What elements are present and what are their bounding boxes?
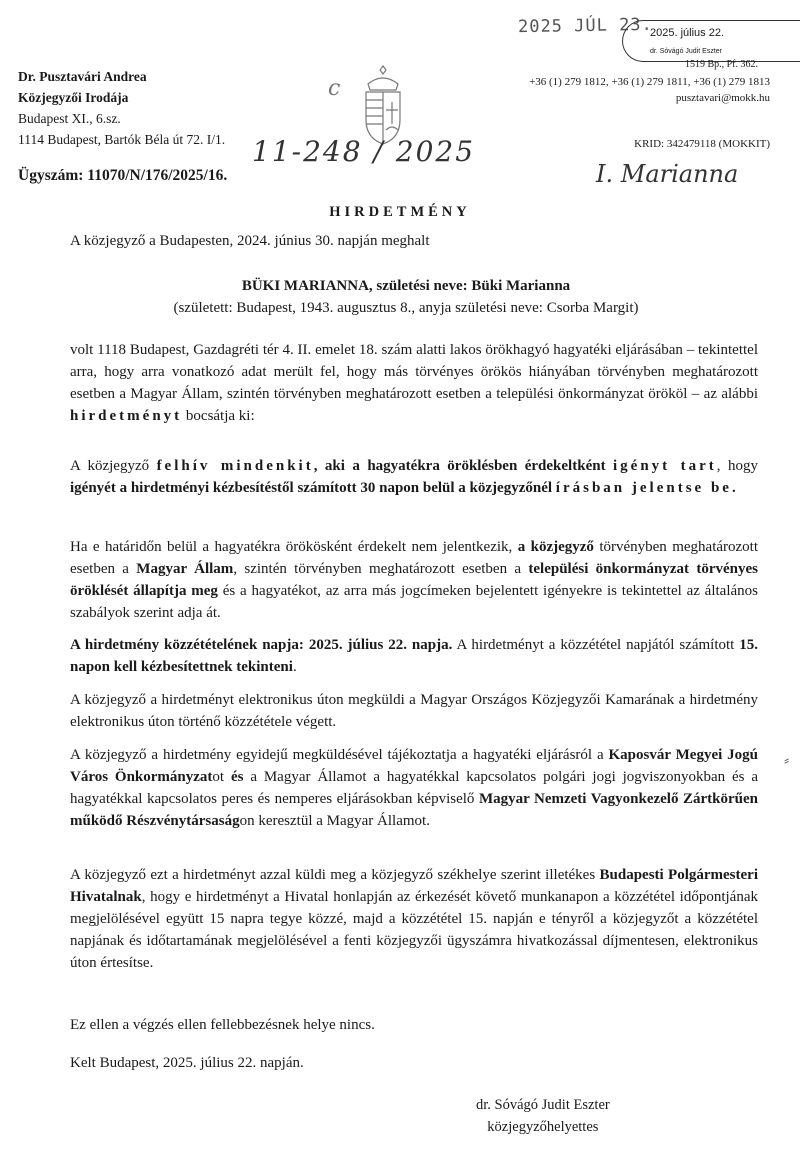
handwritten-mark: c (328, 76, 341, 101)
header-fragment: 1519 Bp., Pf. 362. (684, 59, 758, 70)
notary-bureau: Közjegyzői Irodája (18, 90, 129, 105)
paragraph-notification: A közjegyző a hirdetmény egyidejű megküldésével tájékoztatja a hagyatéki eljárásról a Kaposvár Megyei Jogú Város Önkormányzatot és a Magyar Államot a hagyatékkal kapcsolatos polgári jogi jogviszonyokban és a hagyatékkal kapcsolatos peres és nemperes eljárásokban képviselő Magyar Nemzeti Vagyonkezelő Zártkörűen működő Részvénytársaságon keresztül a Magyar Államot. (70, 747, 758, 829)
paragraph-electronic-delivery: A közjegyző a hirdetményt elektronikus úton megküldi a Magyar Országos Közjegyzői Kamarának a hirdetmény elektronikus úton történő közzététele végett. (70, 692, 758, 730)
deceased-details: (született: Budapest, 1943. augusztus 8., anyja születési neve: Csorba Margit) (173, 300, 639, 316)
received-date-stamp: 2025 JÚL 23. (517, 14, 653, 38)
contact-phones: +36 (1) 279 1812, +36 (1) 279 1811, +36 (1) 279 1813 (529, 76, 770, 88)
notary-district: Budapest XI., 6.sz. (18, 111, 121, 126)
handwritten-name: I. Marianna (596, 160, 739, 188)
signatory-role: közjegyzőhelyettes (487, 1119, 599, 1135)
paragraph-call-for-claims: A közjegyző felhív mindenkit, aki a hagyatékra öröklésben érdekeltként igényt tart, hogy igényét a hirdetményi kézbesítéstől számított 30 napon belül a közjegyzőnél írásban jelentse be. (70, 458, 759, 496)
krid-label: KRID: 342479118 (MOKKIT) (634, 138, 770, 150)
margin-mark: ⸗ (784, 752, 790, 769)
emphasis-hirdetmenyt: hirdetményt (70, 408, 183, 424)
paragraph-estate-proceedings: volt 1118 Budapest, Gazdagréti tér 4. II. emelet 18. szám alatti lakos örökhagyó hagyatéki eljárásában – tekintettel arra, hogy arra vonatkozó adat merült fel, hogy más törvényes örökös hiányában törvényben meghatározott esetben a Magyar Állam, szintén törvényben meghatározott esetben a települési önkormányzat örököl – az alábbi hirdetményt bocsátja ki: (70, 342, 758, 424)
case-number: Ügyszám: 11070/N/176/2025/16. (18, 167, 228, 184)
document-title: HIRDETMÉNY (329, 204, 471, 220)
paragraph-publication-date: A hirdetmény közzétételének napja: 2025. július 22. napja. A hirdetményt a közzététel napjától számított 15. napon kell kézbesítettnek tekinteni. (70, 637, 758, 675)
paragraph-municipal-office: A közjegyző ezt a hirdetményt azzal küldi meg a közjegyző székhelye szerint illetékes Budapesti Polgármesteri Hivatalnak, hogy e hirdetményt a Hivatal honlapján az érkezését követő munkanapon a közzététel időpontjának megjelölésével együtt 15 napra tegye közzé, majd a közzététel 15. napján e tényről a közjegyzőt a közzététel napjának és időtartamának megjelölésével a fenti közjegyzői ügyszámra hivatkozással díjmentesen, elektronikus úton értesítse. (70, 867, 758, 971)
contact-email: pusztavari@mokk.hu (675, 92, 770, 104)
paragraph-dated: Kelt Budapest, 2025. július 22. napján. (70, 1055, 304, 1071)
receipt-stamp-signer: dr. Sóvágó Judit Eszter (650, 48, 722, 55)
notary-address: 1114 Budapest, Bartók Béla út 72. I/1. (18, 132, 226, 147)
signatory-name: dr. Sóvágó Judit Eszter (476, 1097, 610, 1113)
paragraph-no-appeal: Ez ellen a végzés ellen fellebbezésnek helye nincs. (70, 1017, 375, 1033)
signature-block (476, 1094, 610, 1138)
notary-name: Dr. Pusztavári Andrea (18, 69, 147, 84)
deceased-name: BÜKI MARIANNA, születési neve: Büki Marianna (241, 278, 571, 294)
paragraph-deadline: Ha e határidőn belül a hagyatékra örökösként érdekelt nem jelentkezik, a közjegyző törvényben meghatározott esetben a Magyar Állam, szintén törvényben meghatározott esetben a települési önkormányzat törvényes öröklését állapítja meg és a hagyatékot, az arra más jogcímeken bejelentett igényekre is tekintettel az általános szabályok szerint adja át. (70, 539, 759, 621)
receipt-stamp-date: 2025. július 22. (650, 27, 724, 39)
handwritten-reference-number: 11-248 / 2025 (252, 135, 476, 168)
office-header (18, 66, 225, 150)
intro-line: A közjegyző a Budapesten, 2024. június 30. napján meghalt (70, 233, 430, 249)
contact-block (529, 58, 770, 106)
